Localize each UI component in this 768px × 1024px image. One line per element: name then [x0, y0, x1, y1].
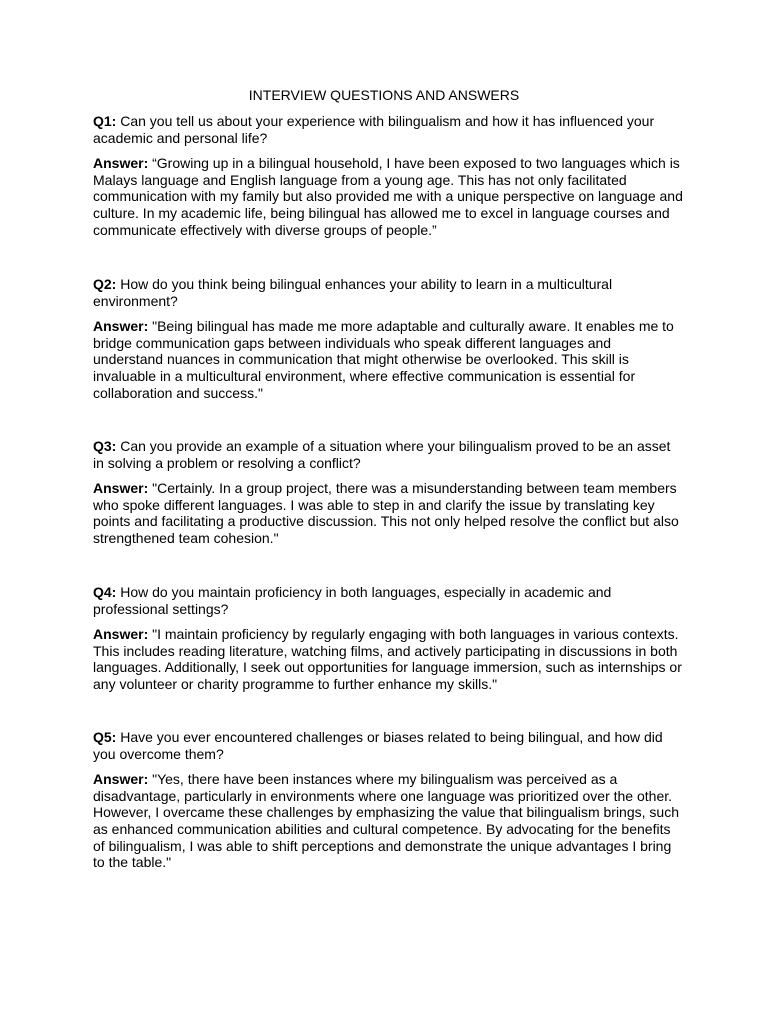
question-text: Can you provide an example of a situation where your bilingualism proved to be an asset in solving a problem or resolving a conflict? — [93, 438, 671, 471]
question-5 — [93, 729, 683, 762]
answer-label: Answer: — [93, 771, 149, 788]
qa-item-1 — [93, 113, 683, 238]
question-label: Q1: — [93, 113, 117, 129]
question-3 — [93, 438, 683, 471]
answer-3 — [93, 480, 683, 546]
question-text: Can you tell us about your experience with bilingualism and how it has influenced your academic and personal life? — [93, 113, 655, 146]
question-text: How do you think being bilingual enhances your ability to learn in a multicultural environment? — [93, 276, 613, 309]
answer-text: "I maintain proficiency by regularly engaging with both languages in various contexts. This includes reading literature, watching films, and actively participating in discussions in both languages. Additionally, I seek out opportunities for language immersion, such as internships or any volunteer or charity programme to further enhance my skills." — [93, 626, 682, 692]
qa-item-3 — [93, 438, 683, 547]
question-label: Q2: — [93, 276, 117, 292]
answer-text: "Certainly. In a group project, there was a misunderstanding between team members who spoke different languages. I was able to step in and clarify the issue by translating key points and facilitating a productive discussion. This not only helped resolve the conflict but also strengthened team cohesion." — [93, 480, 679, 546]
answer-4 — [93, 626, 683, 692]
document-title: INTERVIEW QUESTIONS AND ANSWERS — [248, 87, 520, 103]
question-text: How do you maintain proficiency in both languages, especially in academic and professional settings? — [93, 584, 612, 617]
answer-label: Answer: — [93, 155, 149, 172]
answer-1 — [93, 155, 683, 238]
qa-item-4 — [93, 584, 683, 693]
answer-label: Answer: — [93, 626, 149, 643]
question-label: Q4: — [93, 584, 117, 600]
answer-text: "Yes, there have been instances where my bilingualism was perceived as a disadvantage, particularly in environments where one language was prioritized over the other. However, I overcame these challenges by emphasizing the value that bilingualism brings, such as enhanced communication abilities and cultural competence. By advocating for the benefits of bilingualism, I was able to shift perceptions and demonstrate the unique advantages I bring to the table." — [93, 771, 679, 871]
answer-label: Answer: — [93, 318, 149, 335]
question-text: Have you ever encountered challenges or biases related to being bilingual, and how did you overcome them? — [93, 729, 663, 762]
answer-5 — [93, 771, 683, 871]
qa-item-5 — [93, 729, 683, 871]
qa-item-2 — [93, 276, 683, 401]
question-1 — [93, 113, 683, 146]
question-label: Q5: — [93, 729, 117, 745]
answer-label: Answer: — [93, 480, 149, 497]
question-2 — [93, 276, 683, 309]
answer-text: "Being bilingual has made me more adaptable and culturally aware. It enables me to bridge communication gaps between individuals who speak different languages and understand nuances in communication that might otherwise be overlooked. This skill is invaluable in a multicultural environment, where effective communication is essential for collaboration and success." — [93, 318, 674, 401]
answer-text: “Growing up in a bilingual household, I have been exposed to two languages which is Malays language and English language from a young age. This has not only facilitated communication with my family but also provided me with a unique perspective on language and culture. In my academic life, being bilingual has allowed me to excel in language courses and communicate effectively with diverse groups of people.” — [93, 155, 683, 238]
question-4 — [93, 584, 683, 617]
answer-2 — [93, 318, 683, 401]
question-label: Q3: — [93, 438, 117, 454]
